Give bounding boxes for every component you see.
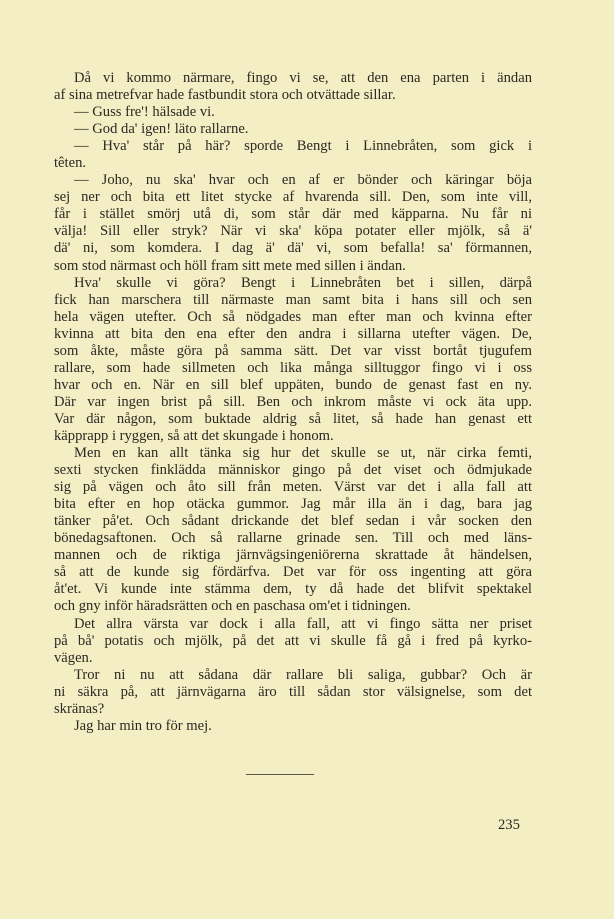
text-line: — God da' igen! läto rallarne. xyxy=(74,121,249,138)
text-line: tänker på'et. Och sådant drickande det blef sedan i vår socken den xyxy=(54,513,532,530)
text-line: skränas? xyxy=(54,700,105,717)
paragraph xyxy=(54,138,532,172)
paragraph xyxy=(54,667,532,718)
text-line: Jag har min tro för mej. xyxy=(74,717,212,734)
text-line: bönedagsaftonen. Och så rallarne grinade sen. Till och med läns- xyxy=(54,530,532,547)
text-line: sej ner och bita ett litet stycke af hvarenda sill. Den, som inte vill, xyxy=(54,189,532,206)
text-line: och gny inför häradsrätten och en paschasa om'et i tidningen. xyxy=(54,598,411,615)
body-text xyxy=(54,70,532,735)
text-line: sexti stycken finklädda människor gingo på det viset och ödmjukade xyxy=(54,462,532,479)
text-line: Tror ni nu att sådana där rallare bli saliga, gubbar? Och är xyxy=(74,666,532,683)
text-line: Då vi kommo närmare, fingo vi se, att den ena parten i ändan xyxy=(74,70,532,86)
text-line: så att de kunde sig fördärfva. Det var för oss ingenting att göra xyxy=(54,564,532,581)
paragraph xyxy=(54,70,532,104)
text-line: Men en kan allt tänka sig hur det skulle se ut, när cirka femti, xyxy=(74,445,532,462)
paragraph xyxy=(54,616,532,667)
text-line: åt'et. Vi kunde inte stämma dem, ty då hade det blifvit spektakel xyxy=(54,581,532,598)
section-divider xyxy=(246,774,314,775)
paragraph xyxy=(54,121,532,138)
text-line: hvar och en. När en sill blef uppäten, bundo de genast fast en ny. xyxy=(54,376,532,393)
text-line: Var där någon, som buktade aldrig så litet, så hade han genast ett xyxy=(54,410,532,427)
text-line: — Guss fre'! hälsade vi. xyxy=(74,104,215,121)
paragraph xyxy=(54,172,532,274)
paragraph xyxy=(54,104,532,121)
text-line: Det allra värsta var dock i alla fall, att vi fingo sätta ner priset xyxy=(74,615,532,632)
text-line: ni säkra på, att järnvägarna äro till sådan stor välsignelse, som det xyxy=(54,683,532,700)
text-line: kvinna att bita den ena efter den andra i sillarna utefter vägen. De, xyxy=(54,325,532,342)
text-line: têten. xyxy=(54,155,87,172)
text-line: vägen. xyxy=(54,649,93,666)
text-line: bita efter en hop otäcka gummor. Jag mår illa än i dag, bara jag xyxy=(54,496,532,513)
text-line: mannen och de riktiga järnvägsingeniörerna skrattade åt händelsen, xyxy=(54,547,532,564)
text-line: käpprapp i ryggen, så att det skungade i honom. xyxy=(54,427,334,444)
text-line: Där var ingen brist på sill. Ben och inkrom måste vi ock äta upp. xyxy=(54,393,532,410)
text-line: sig på vägen och åto sill från meten. Värst var det i alla fall att xyxy=(54,479,532,496)
text-line: af sina metrefvar hade fastbundit stora och otvättade sillar. xyxy=(54,87,396,104)
paragraph xyxy=(54,445,532,615)
text-line: får i stället smörj utå di, som står där med käpparna. Nu får ni xyxy=(54,206,532,223)
text-line: på bå' potatis och mjölk, på det att vi skulle få gå i fred på kyrko- xyxy=(54,632,532,649)
text-line: som stod närmast och höll fram sitt mete med sillen i ändan. xyxy=(54,257,406,274)
text-line: dä' ni, som komdera. I dag ä' dä' vi, som befalla! sa' förmannen, xyxy=(54,240,532,257)
text-line: rallare, som hade sillmeten och lika många silltuggor fingo vi i oss xyxy=(54,359,532,376)
paragraph xyxy=(54,718,532,735)
text-line: — Joho, nu ska' hvar och en af er bönder och käringar böja xyxy=(74,172,532,189)
text-line: som åkte, måste göra på samma sätt. Det var visst bortåt tjugufem xyxy=(54,342,532,359)
page-number: 235 xyxy=(498,817,520,833)
paragraph xyxy=(54,275,532,445)
text-line: Hva' skulle vi göra? Bengt i Linnebråten bet i sillen, därpå xyxy=(74,274,532,291)
text-line: fick han marschera till närmaste man samt bita i hans sill och sen xyxy=(54,291,532,308)
text-line: — Hva' står på här? sporde Bengt i Linnebråten, som gick i xyxy=(74,138,532,155)
text-line: hela vägen utefter. Och så nödgades man efter man och kvinna efter xyxy=(54,308,532,325)
text-line: välja! Sill eller stryk? När vi ska' köpa potater eller mjölk, så ä' xyxy=(54,223,532,240)
